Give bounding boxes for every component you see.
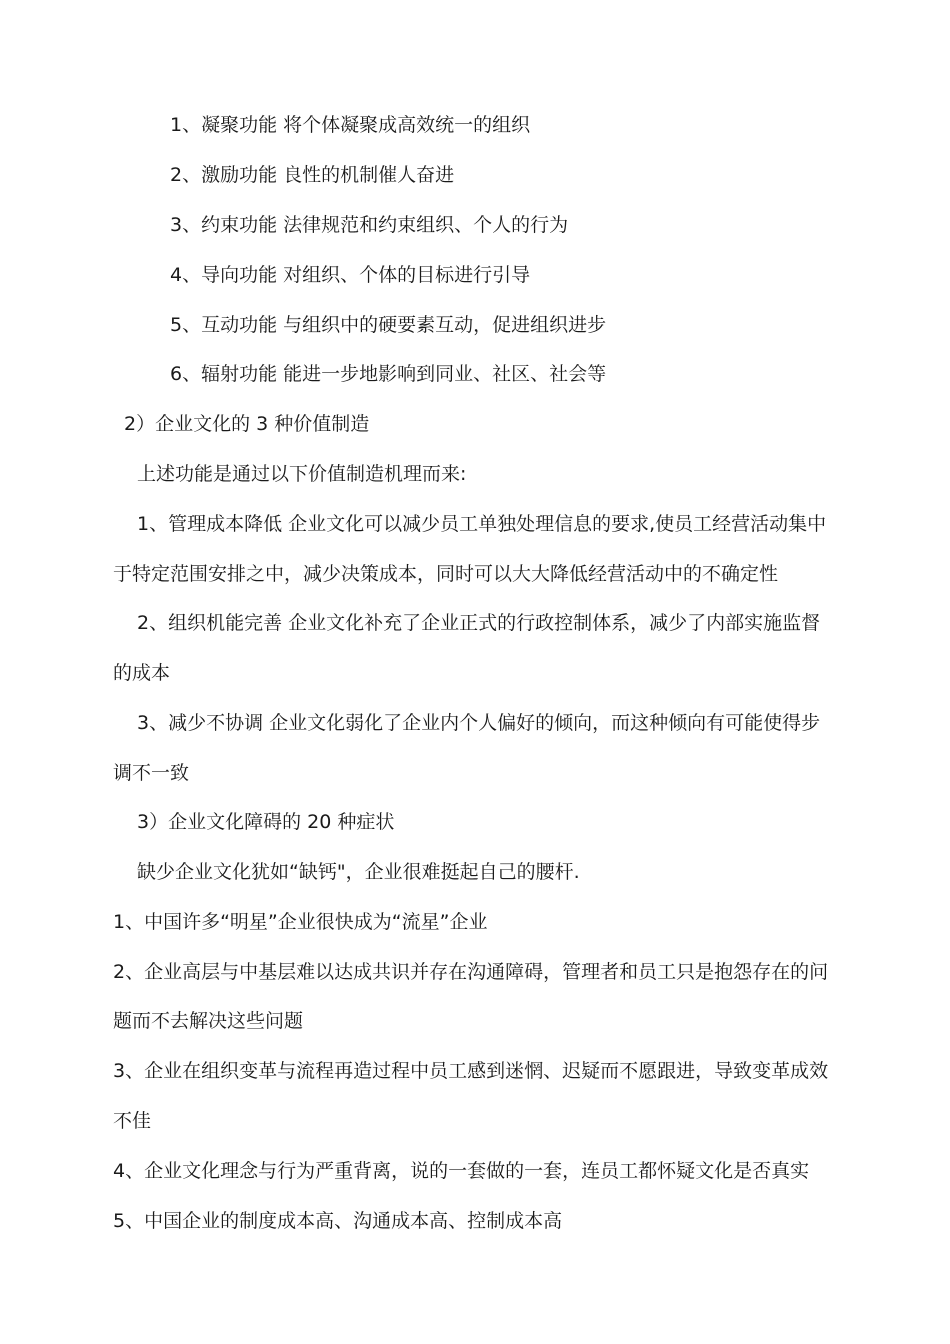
symptom-item-2-line-1: 2、企业高层与中基层难以达成共识并存在沟通障碍，管理者和员工只是抱怨存在的问	[113, 961, 829, 983]
function-item-2: 2、激励功能 良性的机制催人奋进	[170, 164, 455, 186]
symptom-item-3-line-1: 3、企业在组织变革与流程再造过程中员工感到迷惘、迟疑而不愿跟进，导致变革成效	[113, 1060, 829, 1082]
paragraph-value-3-line-2: 调不一致	[113, 762, 190, 784]
symptom-item-4: 4、企业文化理念与行为严重背离，说的一套做的一套，连员工都怀疑文化是否真实	[113, 1160, 810, 1182]
symptom-item-1: 1、中国许多“明星”企业很快成为“流星”企业	[113, 911, 488, 933]
paragraph-value-1-line-1: 1、管理成本降低 企业文化可以减少员工单独处理信息的要求,使员工经营活动集中	[137, 513, 827, 535]
symptom-item-3-line-2: 不佳	[113, 1110, 152, 1132]
paragraph-value-1-line-2: 于特定范围安排之中，减少决策成本，同时可以大大降低经营活动中的不确定性	[113, 563, 779, 585]
section-heading-symptoms: 3）企业文化障碍的 20 种症状	[137, 811, 395, 833]
function-item-5: 5、互动功能 与组织中的硬要素互动，促进组织进步	[170, 314, 607, 336]
function-item-3: 3、约束功能 法律规范和约束组织、个人的行为	[170, 214, 569, 236]
function-item-6: 6、辐射功能 能进一步地影响到同业、社区、社会等	[170, 363, 607, 385]
paragraph-value-2-line-1: 2、组织机能完善 企业文化补充了企业正式的行政控制体系，减少了内部实施监督	[137, 612, 821, 634]
function-item-1: 1、凝聚功能 将个体凝聚成高效统一的组织	[170, 114, 531, 136]
paragraph-symptoms-intro: 缺少企业文化犹如“缺钙"，企业很难挺起自己的腰杆.	[137, 861, 580, 883]
paragraph-intro: 上述功能是通过以下价值制造机理而来:	[137, 463, 467, 485]
section-heading-value-creation: 2）企业文化的 3 种价值制造	[124, 413, 370, 435]
paragraph-value-3-line-1: 3、减少不协调 企业文化弱化了企业内个人偏好的倾向，而这种倾向有可能使得步	[137, 712, 821, 734]
paragraph-value-2-line-2: 的成本	[113, 662, 171, 684]
symptom-item-5: 5、中国企业的制度成本高、沟通成本高、控制成本高	[113, 1210, 563, 1232]
function-item-4: 4、导向功能 对组织、个体的目标进行引导	[170, 264, 531, 286]
symptom-item-2-line-2: 题而不去解决这些问题	[113, 1010, 304, 1032]
